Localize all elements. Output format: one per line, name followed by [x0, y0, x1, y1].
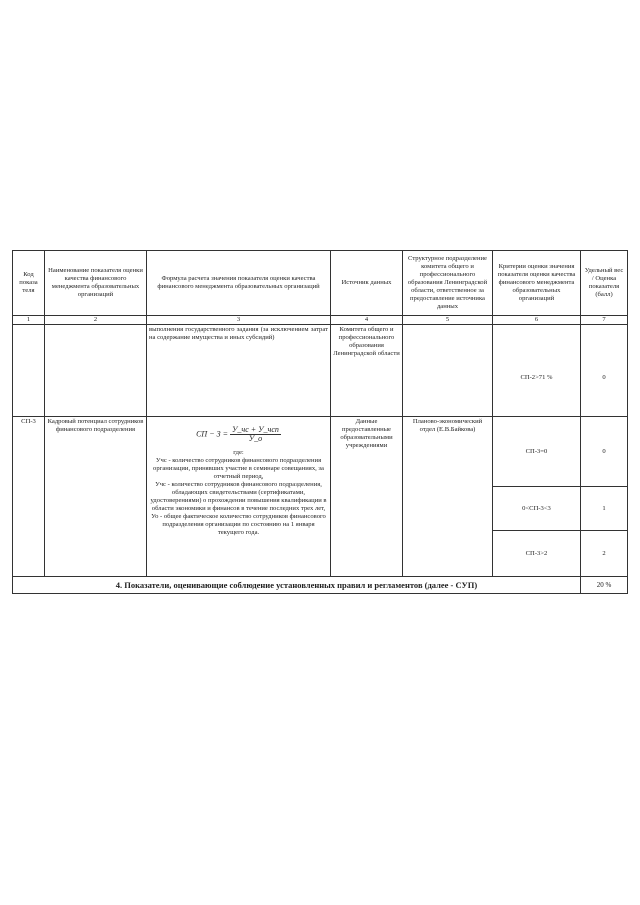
column-number: 7 — [581, 316, 628, 325]
indicator-code: СП-3 — [13, 417, 45, 577]
formula-denominator: У_о — [248, 434, 263, 443]
table-header-row — [13, 251, 628, 316]
column-number: 6 — [493, 316, 581, 325]
responsible-cell — [403, 325, 493, 417]
code-cell — [13, 325, 45, 417]
formula-where: где: — [233, 449, 244, 456]
criterion-cell: СП-3=0 — [493, 417, 581, 487]
column-number: 5 — [403, 316, 493, 325]
column-number: 4 — [331, 316, 403, 325]
score-cell: 0 — [581, 417, 628, 487]
column-number: 3 — [147, 316, 331, 325]
source-cell: Комитета общего и профессионального образования Ленинградской области — [331, 325, 403, 417]
score-cell: 2 — [581, 531, 628, 577]
section-weight: 20 % — [581, 577, 628, 594]
formula-cell — [147, 417, 331, 577]
source-cell: Данные предоставленные образовательными учреждениями — [331, 417, 403, 577]
header-weight: Удельный вес / Оценка показателя (балл) — [581, 251, 628, 316]
responsible-cell: Планово-экономический отдел (Е.В.Байкова) — [403, 417, 493, 577]
column-number-row — [13, 316, 628, 325]
formula-continued: выполнения государственного задания (за исключением затрат на содержание имущества и иных субсидий) — [147, 325, 331, 417]
name-cell — [45, 325, 147, 417]
header-formula: Формула расчета значения показателя оценки качества финансового менеджмента образовательных организаций — [147, 251, 331, 316]
criterion-cell: СП-2>71 % — [493, 325, 581, 417]
section-4-row — [13, 577, 628, 594]
formula — [149, 426, 328, 443]
criterion-cell: 0<СП-3<3 — [493, 487, 581, 531]
score-cell: 0 — [581, 325, 628, 417]
formula-definition-3: Уо - общее фактическое количество сотрудников финансового подразделения организации по состоянию на 1 января текущего года. — [151, 513, 326, 536]
formula-fraction — [230, 426, 281, 443]
criterion-cell: СП-3>2 — [493, 531, 581, 577]
table-row-sp2-continued — [13, 325, 628, 417]
criteria-table — [12, 250, 628, 594]
formula-definition-1: Учс - количество сотрудников финансового подразделения организации, принявших участие в семинаре совещаниях, за отчетный период, — [153, 457, 324, 480]
header-code: Код показа теля — [13, 251, 45, 316]
header-source: Источник данных — [331, 251, 403, 316]
header-name: Наименование показателя оценки качества финансового менеджмента образовательных организаций — [45, 251, 147, 316]
header-responsible: Структурное подразделение комитета общего и профессионального образования Ленинградской области, ответственное за предоставление источника данных — [403, 251, 493, 316]
score-cell: 1 — [581, 487, 628, 531]
section-title: 4. Показатели, оценивающие соблюдение установленных правил и регламентов (далее - СУП) — [13, 577, 581, 594]
table-row-sp3 — [13, 417, 628, 487]
formula-numerator: У_чс + У_чсп — [232, 425, 279, 434]
formula-definition-2: Учс - количество сотрудников финансового подразделения, обладающих свидетельствами (сертификатами, удостоверениями) о прохождении повышения квалификации в области экономики и финансов в течение последних трех лет, — [150, 481, 327, 512]
formula-lhs: СП − 3 = — [196, 429, 228, 439]
column-number: 1 — [13, 316, 45, 325]
column-number: 2 — [45, 316, 147, 325]
indicator-name: Кадровый потенциал сотрудников финансового подразделения — [45, 417, 147, 577]
header-criteria: Критерии оценки значения показателя оценки качества финансового менеджмента образовательных организаций — [493, 251, 581, 316]
